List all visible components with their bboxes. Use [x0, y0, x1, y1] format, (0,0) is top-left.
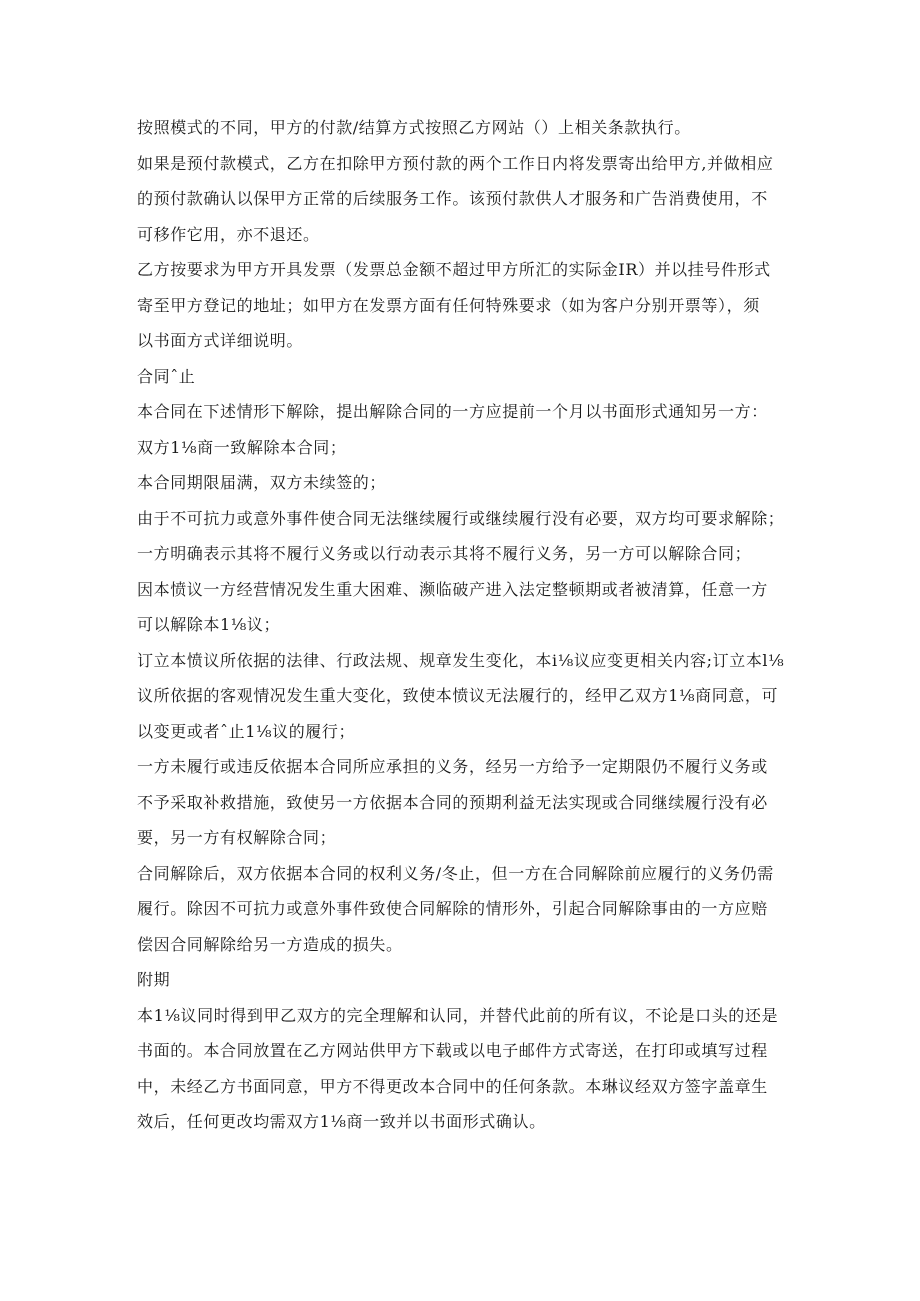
text-line: 议所依据的客观情况发生重大变化，致使本愤议无法履行的，经甲乙双方1⅛商同意，可: [137, 686, 779, 705]
text-line: 乙方按要求为甲方开具发票（发票总金额不超过甲方所汇的实际金IR）并以挂号件形式: [137, 260, 771, 279]
text-line: 偿因合同解除给另一方造成的损失。: [137, 934, 403, 954]
text-line: 订立本愤议所依据的法律、行政法规、规章发生变化，本i⅛议应变更相关内容;订立本l⅛: [137, 650, 785, 670]
text-line: 如果是预付款模式，乙方在扣除甲方预付款的两个工作日内将发票寄出给甲方,并做相应: [137, 153, 774, 173]
text-line: 效后，任何更改均需双方1⅛商一致并以书面形式确认。: [137, 1112, 546, 1131]
text-line: 因本愤议一方经营情况发生重大困难、濒临破产进入法定整顿期或者被清算，任意一方: [137, 579, 768, 599]
text-line: 本1⅛议同时得到甲乙双方的完全理解和认同，并替代此前的所有议，不论是口头的还是: [137, 1005, 779, 1025]
text-line: 以书面方式详细说明。: [137, 331, 304, 350]
text-line: 可移作它用，亦不退还。: [137, 224, 320, 244]
text-line: 双方1⅛商一致解除本合同；: [137, 437, 347, 457]
text-line: 的预付款确认以保甲方正常的后续服务工作。该预付款供人才服务和广告消费使用，不: [137, 189, 768, 208]
text-line: 一方未履行或违反依据本合同所应承担的义务，经另一方给予一定期限仍不履行义务或: [137, 757, 768, 776]
section-heading: 合同ˆ止: [137, 366, 196, 386]
text-line: 书面的。本合同放置在乙方网站供甲方下载或以电子邮件方式寄送，在打印或填写过程: [137, 1041, 768, 1060]
text-line: 寄至甲方登记的地址；如甲方在发票方面有任何特殊要求（如为客户分别开票等），须: [137, 295, 760, 315]
text-line: 中，未经乙方书面同意，甲方不得更改本合同中的任何条款。本琳议经双方签字盖章生: [137, 1076, 768, 1096]
text-line: 要，另一方有权解除合同；: [137, 828, 337, 847]
document-body: [137, 110, 797, 1140]
text-line: 由于不可抗力或意外事件使合同无法继续履行或继续履行没有必要，双方均可要求解除；: [137, 508, 785, 528]
text-line: 合同解除后，双方依据本合同的权利义务/冬止，但一方在合同解除前应履行的义务仍需: [137, 863, 774, 883]
text-line: 本合同期限届满，双方未续签的；: [137, 473, 387, 492]
text-line: 本合同在下述情形下解除，提出解除合同的一方应提前一个月以书面形式通知另一方：: [137, 402, 768, 421]
section-heading: 附期: [137, 970, 171, 989]
text-line: 以变更或者ˆ止1⅛议的履行；: [137, 721, 356, 741]
text-line: 不予采取补救措施，致使另一方依据本合同的预期利益无法实现或合同继续履行没有必: [137, 792, 768, 812]
text-line: 一方明确表示其将不履行义务或以行动表示其将不履行义务，另一方可以解除合同；: [137, 544, 752, 563]
text-line: 履行。除因不可抗力或意外事件致使合同解除的情形外，引起合同解除事由的一方应赔: [137, 899, 768, 918]
text-line: 按照模式的不同，甲方的付款/结算方式按照乙方网站（）上相关条款执行。: [137, 118, 691, 137]
text-line: 可以解除本1⅛议；: [137, 615, 281, 634]
